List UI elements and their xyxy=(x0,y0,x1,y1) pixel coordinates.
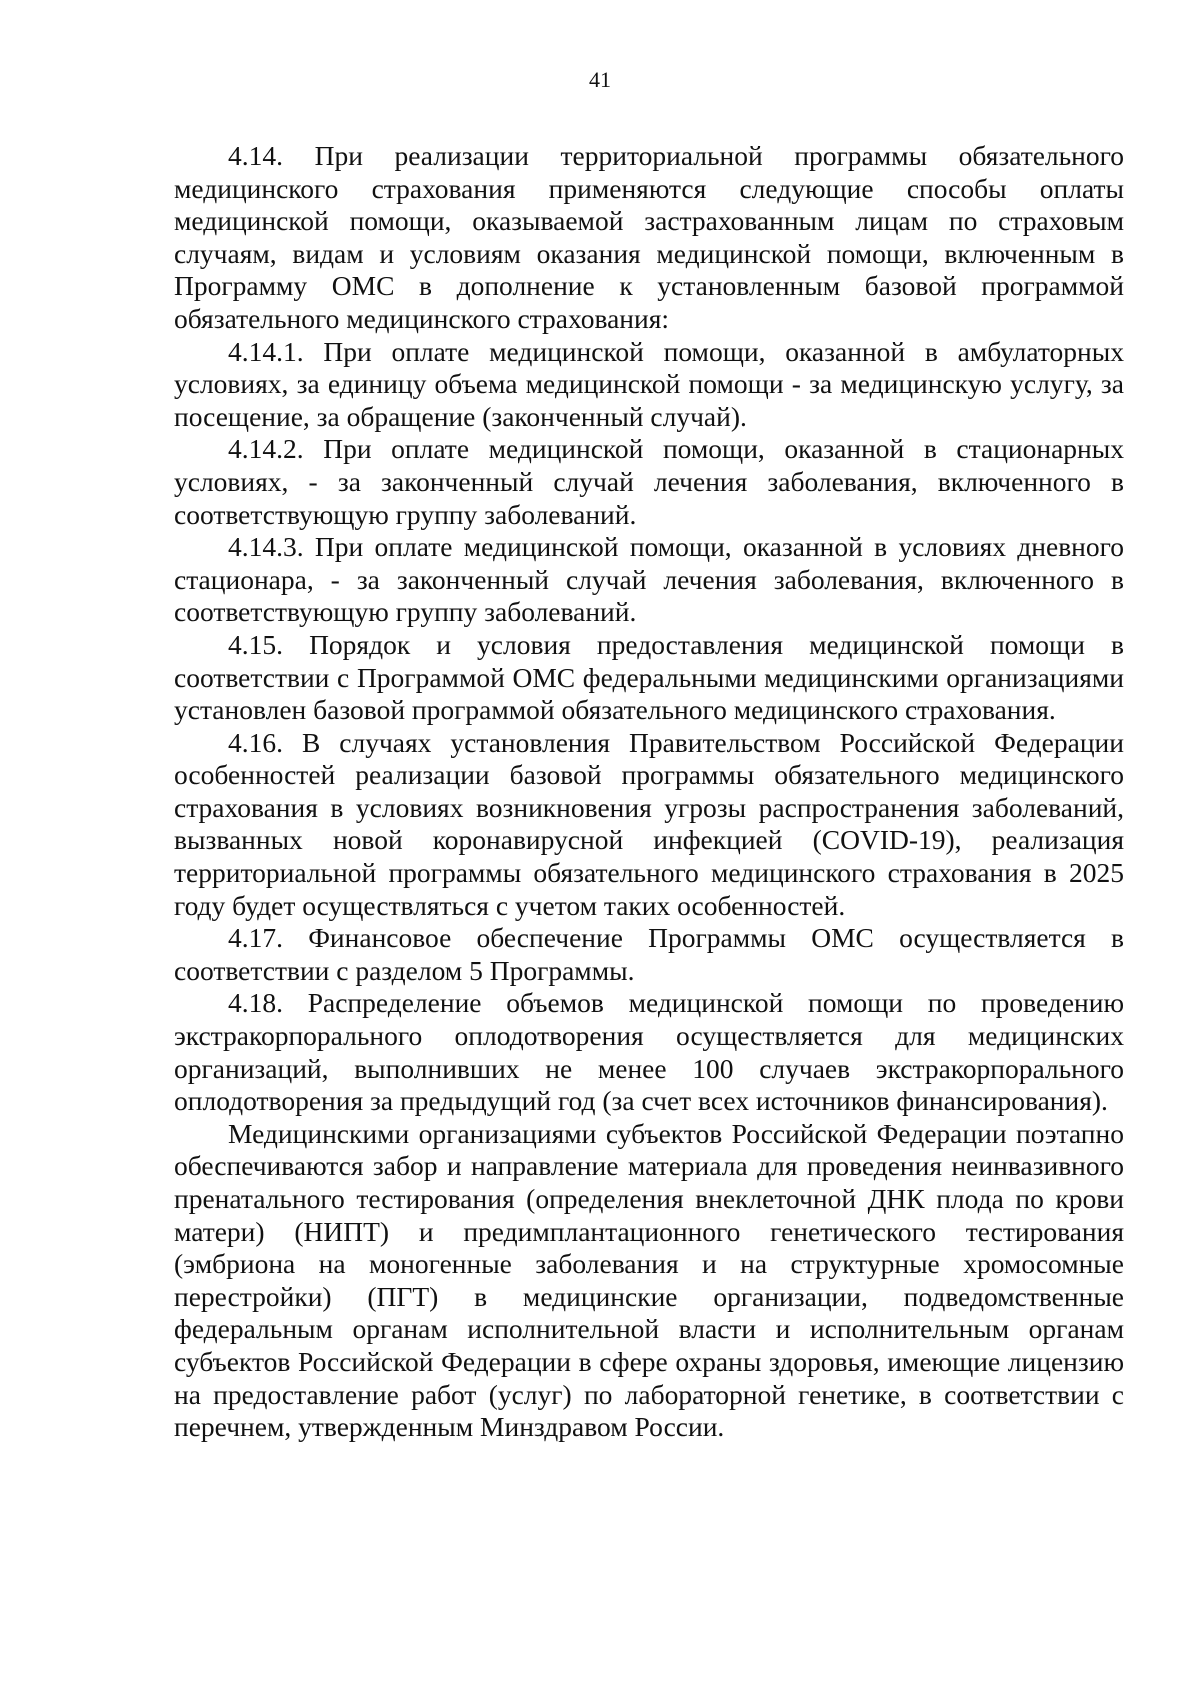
paragraph-4-15: 4.15. Порядок и условия предоставления медицинской помощи в соответствии с Программой ОМС федеральными медицинскими организациями установлен базовой программой обязательного медицинского страхования. xyxy=(174,628,1124,726)
page-number: 41 xyxy=(589,67,611,92)
paragraph-4-16: 4.16. В случаях установления Правительством Российской Федерации особенностей реализации базовой программы обязательного медицинского страхования в условиях возникновения угрозы распространения заболеваний, вызванных новой коронавирусной инфекцией (COVID-19), реализация территориальной программы обязательного медицинского страхования в 2025 году будет осуществляться с учетом таких особенностей. xyxy=(174,726,1124,921)
document-body xyxy=(174,140,1124,1444)
paragraph-prenatal-testing: Медицинскими организациями субъектов Российской Федерации поэтапно обеспечиваются забор и направление материала для проведения неинвазивного пренатального тестирования (определения внеклеточной ДНК плода по крови матери) (НИПТ) и предимплантационного генетического тестирования (эмбриона на моногенные заболевания и на структурные хромосомные перестройки) (ПГТ) в медицинские организации, подведомственные федеральным органам исполнительной власти и исполнительным органам субъектов Российской Федерации в сфере охраны здоровья, имеющие лицензию на предоставление работ (услуг) по лабораторной генетике, в соответствии с перечнем, утвержденным Минздравом России. xyxy=(174,1117,1124,1443)
paragraph-4-17: 4.17. Финансовое обеспечение Программы ОМС осуществляется в соответствии с разделом 5 Программы. xyxy=(174,922,1124,986)
paragraph-4-14-3: 4.14.3. При оплате медицинской помощи, оказанной в условиях дневного стационара, - за законченный случай лечения заболевания, включенного в соответствующую группу заболеваний. xyxy=(174,531,1124,628)
paragraph-4-14-1: 4.14.1. При оплате медицинской помощи, оказанной в амбулаторных условиях, за единицу объема медицинской помощи - за медицинскую услугу, за посещение, за обращение (законченный случай). xyxy=(174,335,1124,432)
paragraph-4-14: 4.14. При реализации территориальной программы обязательного медицинского страхования применяются следующие способы оплаты медицинской помощи, оказываемой застрахованным лицам по страховым случаям, видам и условиям оказания медицинской помощи, включенным в Программу ОМС в дополнение к установленным базовой программой обязательного медицинского страхования: xyxy=(174,140,1124,334)
paragraph-4-18: 4.18. Распределение объемов медицинской помощи по проведению экстракорпорального оплодотворения осуществляется для медицинских организаций, выполнивших не менее 100 случаев экстракорпорального оплодотворения за предыдущий год (за счет всех источников финансирования). xyxy=(174,987,1124,1117)
paragraph-4-14-2: 4.14.2. При оплате медицинской помощи, оказанной в стационарных условиях, - за законченный случай лечения заболевания, включенного в соответствующую группу заболеваний. xyxy=(174,433,1124,530)
